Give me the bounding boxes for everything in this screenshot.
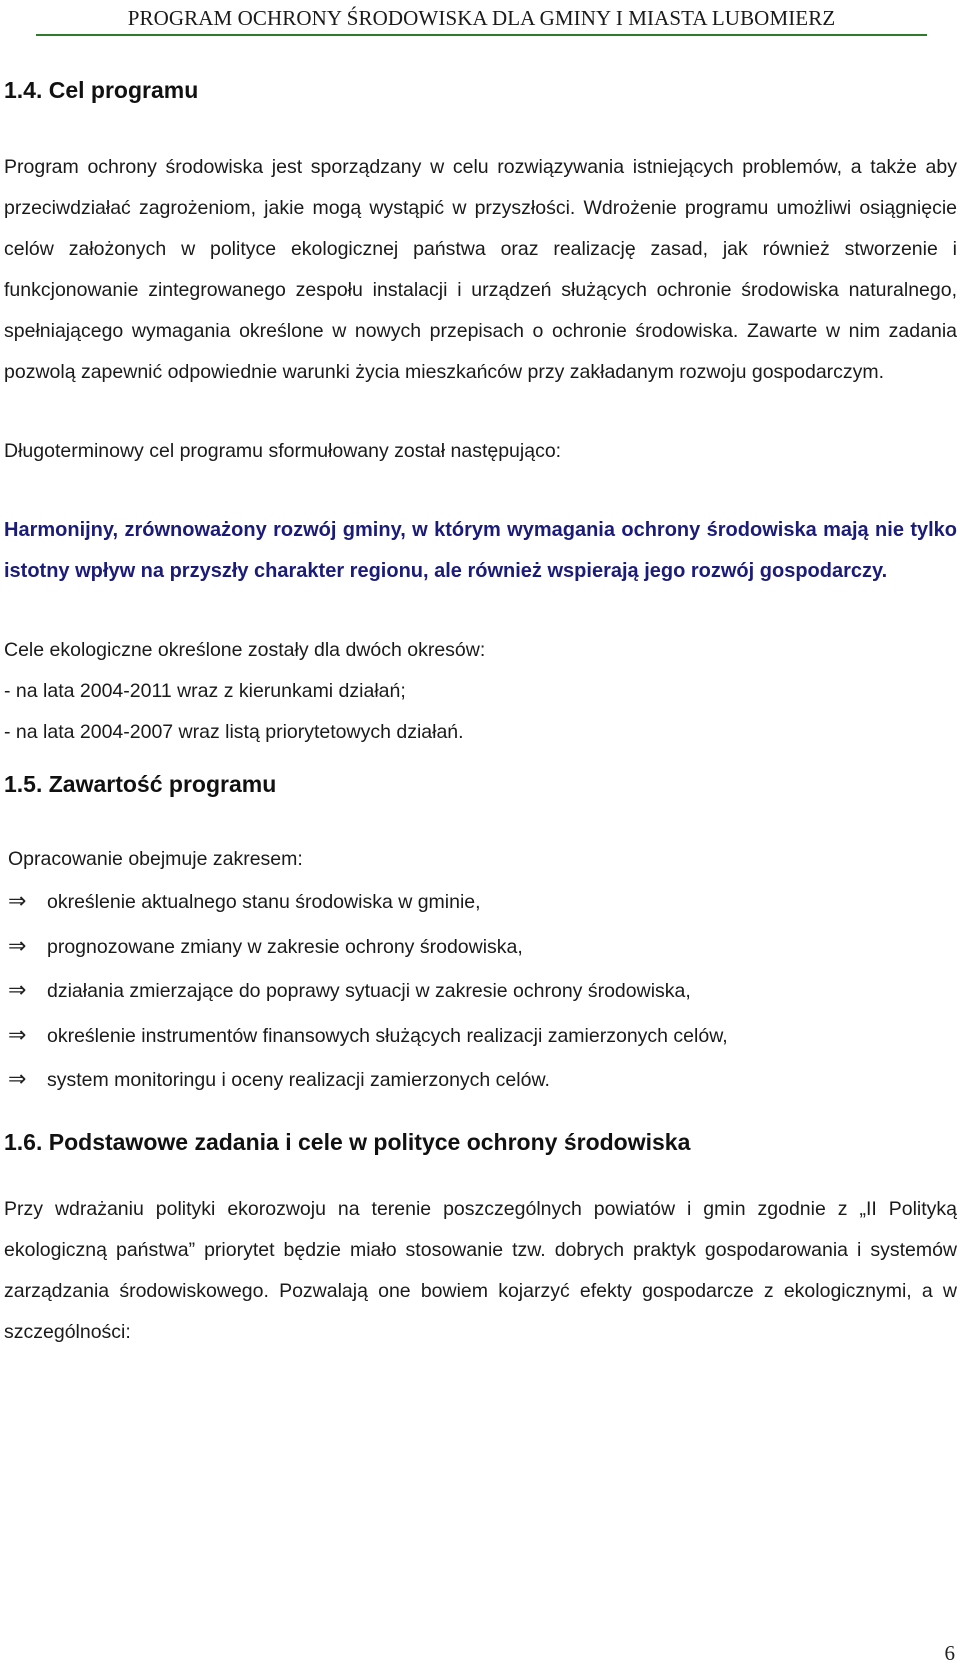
- list-item-text: system monitoringu i oceny realizacji zamierzonych celów.: [47, 1069, 550, 1091]
- page-number: 6: [944, 1641, 955, 1665]
- periods-intro: Cele ekologiczne określone zostały dla dwóch okresów:: [4, 639, 486, 661]
- document-body: [4, 73, 957, 1353]
- double-arrow-right-icon: ⇒: [8, 978, 27, 1003]
- list-item-text: określenie aktualnego stanu środowiska w gminie,: [47, 891, 481, 913]
- section-1-5-heading: 1.5. Zawartość programu: [4, 771, 277, 797]
- page-header: [36, 2, 927, 36]
- section-1-4: [4, 73, 957, 753]
- list-item: [4, 1058, 957, 1103]
- section-1-5: [4, 767, 957, 1103]
- list-item: [4, 969, 957, 1014]
- long-term-goal-intro: Długoterminowy cel programu sformułowany został następująco:: [4, 440, 562, 462]
- section-1-4-heading: 1.4. Cel programu: [4, 77, 199, 103]
- list-item: [4, 1014, 957, 1059]
- section-1-6-heading: 1.6. Podstawowe zadania i cele w polityce ochrony środowiska: [4, 1128, 691, 1155]
- period-item-1: - na lata 2004-2011 wraz z kierunkami działań;: [4, 680, 406, 702]
- double-arrow-right-icon: ⇒: [8, 889, 27, 914]
- double-arrow-right-icon: ⇒: [8, 1067, 27, 1092]
- long-term-goal-statement: Harmonijny, zrównoważony rozwój gminy, w którym wymagania ochrony środowiska mają nie tylko istotny wpływ na przyszły charakter regionu, ale również wspierają jego rozwój gospodarczy.: [4, 519, 957, 582]
- list-item: [4, 925, 957, 970]
- double-arrow-right-icon: ⇒: [8, 1022, 27, 1048]
- scope-list: [4, 880, 957, 1103]
- list-item-text: określenie instrumentów finansowych służących realizacji zamierzonych celów,: [47, 1024, 728, 1047]
- double-arrow-right-icon: ⇒: [8, 933, 27, 959]
- header-title: PROGRAM OCHRONY ŚRODOWISKA DLA GMINY I MIASTA LUBOMIERZ: [127, 6, 836, 30]
- scope-intro: Opracowanie obejmuje zakresem:: [8, 848, 303, 870]
- section-1-6-paragraph: Przy wdrażaniu polityki ekorozwoju na terenie poszczególnych powiatów i gmin zgodnie z „II Polityką ekologiczną państwa” priorytet będzie miało stosowanie tzw. dobrych praktyk gospodarowania i systemów zarządzania środowiskowego. Pozwalają one bowiem kojarzyć efekty gospodarcze z ekologicznymi, a w szczególności:: [4, 1197, 957, 1343]
- list-item-text: działania zmierzające do poprawy sytuacji w zakresie ochrony środowiska,: [47, 980, 691, 1002]
- list-item-text: prognozowane zmiany w zakresie ochrony środowiska,: [47, 935, 523, 958]
- section-1-4-paragraph: Program ochrony środowiska jest sporządzany w celu rozwiązywania istniejących problemów, a także aby przeciwdziałać zagrożeniom, jakie mogą wystąpić w przyszłości. Wdrożenie programu umożliwi osiągnięcie celów założonych w polityce ekologicznej państwa oraz realizację zasad, jak również stworzenie i funkcjonowanie zintegrowanego zespołu instalacji i urządzeń służących ochronie środowiska naturalnego, spełniającego wymagania określone w nowych przepisach o ochronie środowiska. Zawarte w nim zadania pozwolą zapewnić odpowiednie warunki życia mieszkańców przy zakładanym rozwoju gospodarczym.: [4, 156, 957, 383]
- period-item-2: - na lata 2004-2007 wraz listą priorytetowych działań.: [4, 721, 464, 743]
- section-1-6: [4, 1125, 957, 1353]
- list-item: [4, 880, 957, 925]
